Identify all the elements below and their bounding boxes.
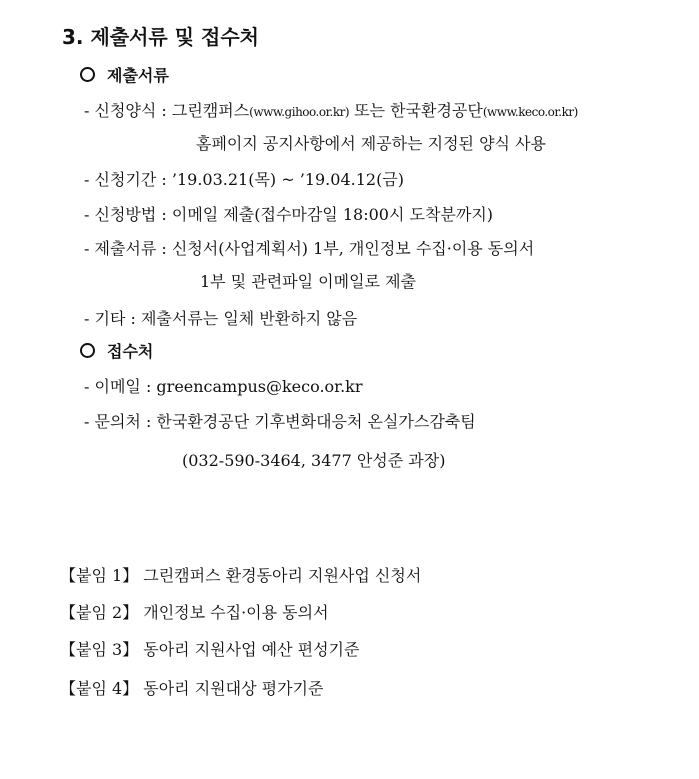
section-title: 3. 제출서류 및 접수처 <box>62 25 259 49</box>
item-inquiry-phone: (032-590-3464, 3477 안성준 과장) <box>182 451 446 470</box>
item-documents: - 제출서류 : 신청서(사업계획서) 1부, 개인정보 수집·이용 동의서 <box>84 239 535 258</box>
attachment-1: 【붙임 1】 그린캠퍼스 환경동아리 지원사업 신청서 <box>60 566 422 585</box>
item-application-period: - 신청기간 : ’19.03.21(목) ~ ’19.04.12(금) <box>84 170 405 189</box>
attachment-3: 【붙임 3】 동아리 지원사업 예산 편성기준 <box>60 640 360 659</box>
link-gihoo[interactable]: (www.gihoo.or.kr) <box>249 105 350 119</box>
circle-bullet-icon <box>80 67 95 82</box>
item-email: - 이메일 : greencampus@keco.or.kr <box>84 377 363 396</box>
attachment-4: 【붙임 4】 동아리 지원대상 평가기준 <box>60 679 324 698</box>
subsection-heading-contact: 접수처 <box>80 342 153 362</box>
circle-bullet-icon <box>80 343 95 358</box>
item-application-form: - 신청양식 : 그린캠퍼스(www.gihoo.or.kr) 또는 한국환경공단(www.keco.or.kr) <box>84 101 578 120</box>
item-inquiry: - 문의처 : 한국환경공단 기후변화대응처 온실가스감축팀 <box>84 412 476 431</box>
subsection-heading-documents: 제출서류 <box>80 66 169 86</box>
item-documents-cont: 1부 및 관련파일 이메일로 제출 <box>200 272 416 291</box>
item-application-form-cont: 홈페이지 공지사항에서 제공하는 지정된 양식 사용 <box>196 134 547 153</box>
item-application-method: - 신청방법 : 이메일 제출(접수마감일 18:00시 도착분까지) <box>84 205 494 224</box>
item-other: - 기타 : 제출서류는 일체 반환하지 않음 <box>84 309 358 328</box>
attachment-2: 【붙임 2】 개인정보 수집·이용 동의서 <box>60 603 329 622</box>
link-keco[interactable]: (www.keco.or.kr) <box>482 105 578 119</box>
